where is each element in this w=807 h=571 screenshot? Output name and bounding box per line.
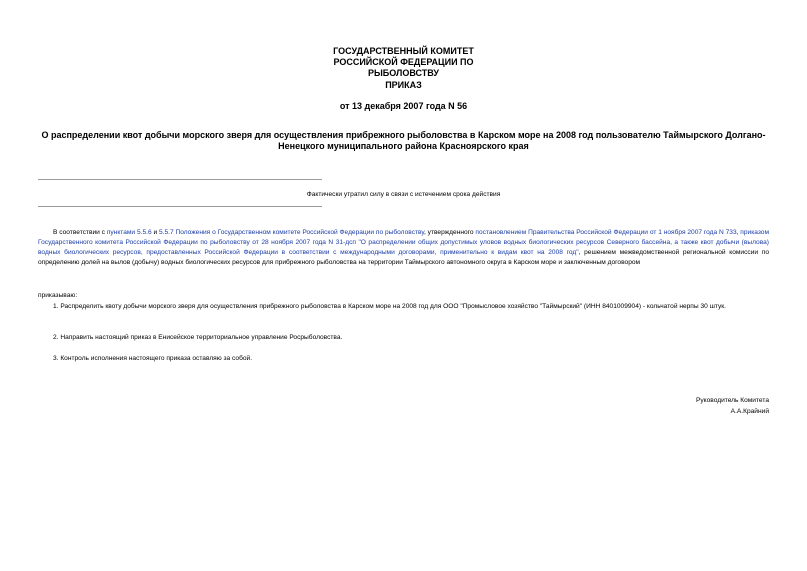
status-note: Фактически утратил силу в связи с истечением срока действия [306, 191, 501, 198]
signatory-position: Руководитель Комитета [695, 397, 769, 404]
link-committee-order[interactable]: приказом Государственного комитета Российской Федерации по рыболовству от 28 ноября 2007 года N 31-дсп "О распределении общих допустимых уловов водных биологических ресурсов Северного бассейна, а также квот добычи (вылова) водных биологических ресурсов, предоставленных Российской Федерации в соответствии с международными договорами, применительно к видам квот на 2008 год" [38, 229, 769, 256]
divider-top [38, 179, 322, 180]
link-clauses-5-5-6[interactable]: пунктами 5.5.6 [106, 229, 152, 236]
document-title: О распределении квот добычи морского зверя для осуществления прибрежного рыболовства в Карском море на 2008 год пользователю Таймырского Долгано-Ненецкого муниципального района Красноярского края [41, 130, 766, 151]
issuing-authority: ГОСУДАРСТВЕННЫЙ КОМИТЕТ РОССИЙСКОЙ ФЕДЕРАЦИИ ПО РЫБОЛОВСТВУ [333, 46, 474, 78]
preamble-text-4: , [736, 229, 741, 236]
document-type: ПРИКАЗ [385, 80, 422, 90]
preamble-paragraph [38, 228, 769, 268]
preamble-text-5: , решением межведомственной региональной комиссии по определению долей на вылов (добычу) водных биологических ресурсов для прибрежного рыболовства на территории Таймырского автономного округа в Карском море и заключенным договором [38, 249, 769, 266]
preamble-text-3: , утвержденного [424, 229, 476, 236]
link-government-decree[interactable]: постановлением Правительства Российской Федерации от 1 ноября 2007 года N 733 [475, 229, 737, 236]
order-word: приказываю: [38, 292, 78, 299]
order-item-2: 2. Направить настоящий приказ в Енисейское территориальное управление Росрыболовства. [53, 334, 343, 341]
preamble-text-1: В соответствии с [53, 229, 107, 236]
signature-block [696, 395, 769, 417]
document-date-number: от 13 декабря 2007 года N 56 [339, 101, 468, 111]
link-regulation-5-5-7[interactable]: 5.5.7 Положения о Государственном комитете Российской Федерации по рыболовству [158, 229, 425, 236]
order-item-1: 1. Распределить квоту добычи морского зверя для осуществления прибрежного рыболовства в Карском море на 2008 год для ООО "Промысловое хозяйство "Таймырский" (ИНН 8401009904) - кольчатой нерпы 30 штук. [53, 303, 727, 310]
order-item-3: 3. Контроль исполнения настоящего приказа оставляю за собой. [53, 355, 253, 362]
preamble-text-2: и [151, 229, 159, 236]
divider-bottom [38, 206, 322, 207]
signatory-name: А.А.Крайний [730, 408, 769, 415]
